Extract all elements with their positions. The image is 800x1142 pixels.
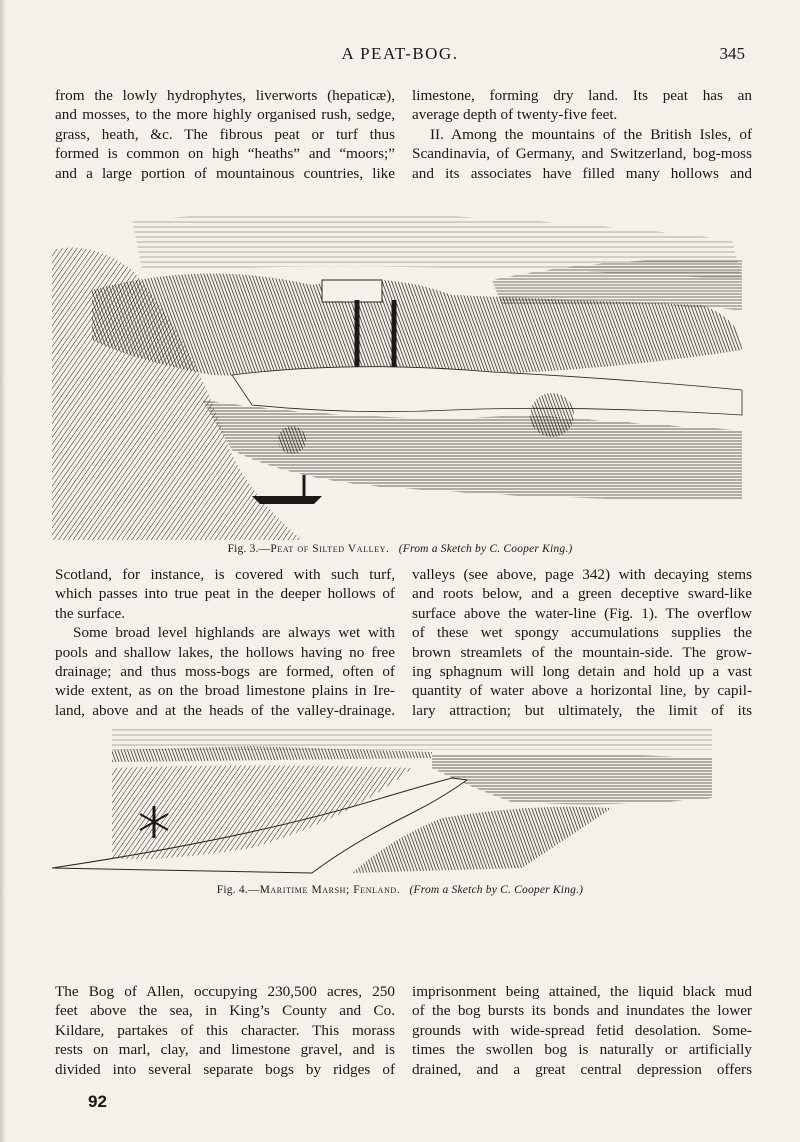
text-line: and a large portion of mountainous countries, like [55,164,395,182]
paragraph-block-2-right [412,565,752,720]
paragraph-block-2-left [55,565,395,720]
text-line: which passes into true peat in the deeper hollows of [55,585,395,603]
text-line: wide extent, as on the broad limestone plains in Ire- [55,682,395,700]
text-line: feet above the sea, in King’s County and Co. [55,1002,395,1020]
river-channel [232,367,742,415]
text-line: brown streamlets of the mountain-side. The grow- [412,643,752,661]
text-line: the surface. [55,604,125,622]
text-line: and its associates have filled many hollows and [412,164,752,182]
text-line: The Bog of Allen, occupying 230,500 acres, 250 [55,983,395,1000]
figure-label: Fig. 3.— [227,543,271,555]
text-line: and roots below, and a green deceptive sward-like [412,585,752,603]
open-sea [432,754,712,805]
text-line: Some broad level highlands are always wet with [73,624,395,642]
figure-3-engraving [52,200,758,540]
text-line: average depth of twenty-five feet. [412,106,618,124]
text-line: grass, heath, &c. The fibrous peat or turf thus [55,125,395,143]
running-title: A PEAT-BOG. [341,44,459,63]
text-line: ing sphagnum will long detain and hold up a vast [412,663,752,681]
text-line: drainage; and thus moss-bogs are formed, often of [55,663,395,681]
text-line: divided into several separate bogs by ridges of [55,1060,395,1078]
text-line: valleys (see above, page 342) with decaying stems [412,566,752,583]
text-line: from the lowly hydrophytes, liverworts (hepaticæ), [55,87,395,104]
sky-hatching [112,728,712,750]
figure-3-caption [0,543,800,555]
lone-tree [278,426,306,454]
text-line: imprisonment being attained, the liquid black mud [412,983,752,1000]
text-line: land, above and at the heads of the valley-drainage. [55,701,395,719]
signature-folio-number: 92 [88,1092,107,1111]
text-line: times the swollen bog is naturally or artificially [412,1041,752,1059]
text-line: drained, and a great central depression offers [412,1060,752,1078]
text-line: Kildare, partakes of this character. This morass [55,1021,395,1039]
text-line: formed is common on high “heaths” and “moors;” [55,145,395,163]
paragraph-block-1-right [412,86,752,183]
lone-tree [530,393,574,437]
figure-credit: (From a Sketch by C. Cooper King.) [398,543,573,555]
figure-title: Maritime Marsh; Fenland. [259,884,401,896]
text-line: Scotland, for instance, is covered with such turf, [55,566,395,583]
peat-valley-illustration [52,200,758,540]
text-line: of the bog bursts its bonds and inundates the lower [412,1002,752,1020]
text-line: grounds with wide-spread fetid desolation. Some- [412,1021,752,1039]
figure-label: Fig. 4.— [216,884,260,896]
text-line: surface above the water-line (Fig. 1). The overflow [412,604,752,622]
paragraph-block-3-left [55,982,395,1079]
text-line: limestone, forming dry land. Its peat has an [412,87,752,104]
text-line: pools and shallow lakes, the hollows having no free [55,643,395,661]
paragraph-block-3-right [412,982,752,1079]
boat [252,496,322,504]
text-line: Scandinavia, of Germany, and Switzerland, bog-moss [412,145,752,163]
fenland-marsh-illustration [52,728,752,878]
village-buildings [322,280,382,302]
text-line: lary attraction; but ultimately, the limit of its [412,701,752,719]
figure-title: Peat of Silted Valley. [270,543,390,555]
paragraph-block-1-left [55,86,395,183]
text-line: II. Among the mountains of the British Isles, of [430,125,752,143]
figure-credit: (From a Sketch by C. Cooper King.) [409,884,584,896]
text-line: rests on marl, clay, and limestone gravel, and is [55,1041,395,1059]
figure-4-caption [0,884,800,896]
page-number: 345 [719,44,745,63]
page-spine-shadow [0,0,6,1142]
text-line: of these wet spongy accumulations supplies the [412,624,752,642]
text-line: and mosses, to the more highly organised rush, sedge, [55,106,395,124]
text-line: quantity of water above a horizontal line, by capil- [412,682,752,700]
figure-4-engraving [52,728,752,878]
